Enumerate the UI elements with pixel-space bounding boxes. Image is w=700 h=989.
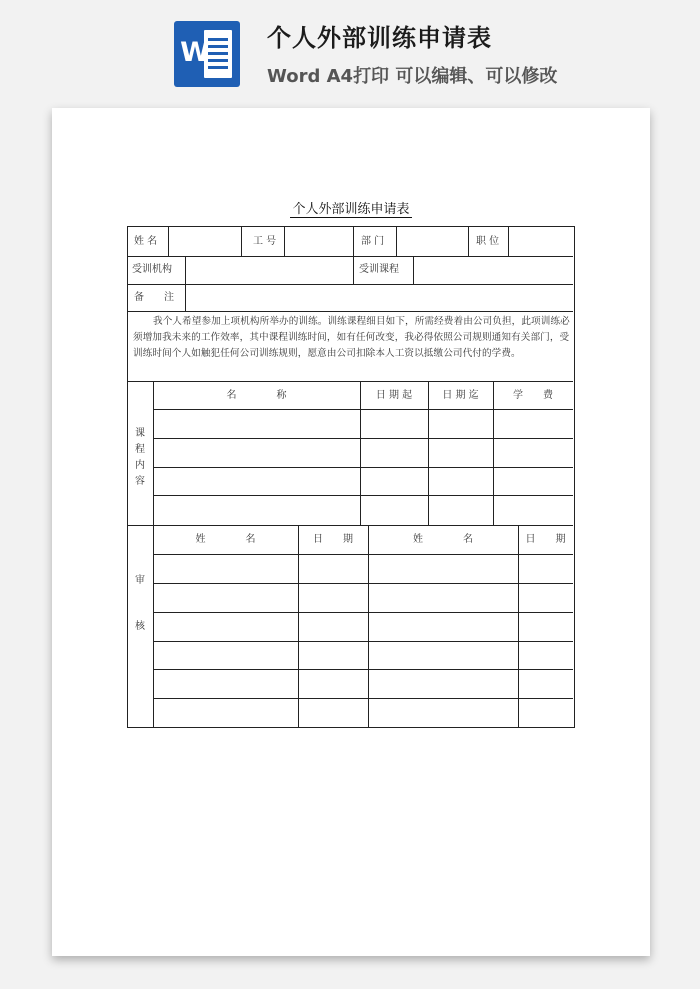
banner-subtitle: Word A4打印 可以编辑、可以修改 (267, 66, 558, 87)
department-field[interactable] (397, 228, 467, 255)
course-field[interactable] (414, 257, 572, 283)
label-position: 职 位 (476, 236, 500, 247)
label-institution: 受训机构 (132, 264, 172, 275)
label-name: 姓 名 (134, 236, 158, 247)
name-field[interactable] (169, 228, 240, 255)
institution-field[interactable] (186, 257, 352, 283)
word-icon: W (174, 21, 240, 87)
document-page (52, 108, 650, 956)
review-header-name-2: 姓 名 (413, 534, 473, 545)
remarks-field[interactable] (186, 285, 572, 310)
application-form-table (127, 226, 575, 728)
course-side-label: 课程内容 (135, 428, 145, 487)
review-header-date-1: 日 期 (313, 534, 353, 545)
label-department: 部 门 (361, 236, 385, 247)
position-field[interactable] (509, 228, 572, 255)
banner-title: 个人外部训练申请表 (267, 24, 492, 52)
label-course: 受训课程 (359, 264, 399, 275)
review-side-label-2: 核 (135, 621, 145, 632)
course-header-fee: 学 费 (513, 390, 553, 401)
employee-no-field[interactable] (285, 228, 352, 255)
label-employee-no: 工 号 (253, 236, 277, 247)
statement-paragraph: 我个人希望参加上项机构所举办的训练。训练课程细目如下，所需经费着由公司负担，此项训练必须增加我未来的工作效率，其中课程训练时间，如有任何改变，我必得依照公司规则通知有关部门，受训练时间个人如触犯任何公司训练规则，愿意由公司扣除本人工资以抵缴公司代付的学费。 (133, 316, 570, 359)
review-header-date-2: 日 期 (525, 534, 566, 545)
course-header-end: 日 期 迄 (442, 390, 479, 401)
course-header-name: 名 称 (226, 390, 287, 401)
header-banner (0, 0, 700, 100)
course-header-start: 日 期 起 (375, 390, 413, 401)
document-title: 个人外部训练申请表 (292, 202, 410, 217)
review-header-name-1: 姓 名 (195, 534, 256, 545)
label-remarks: 备 注 (134, 292, 174, 303)
review-side-label-1: 审 (135, 575, 145, 586)
